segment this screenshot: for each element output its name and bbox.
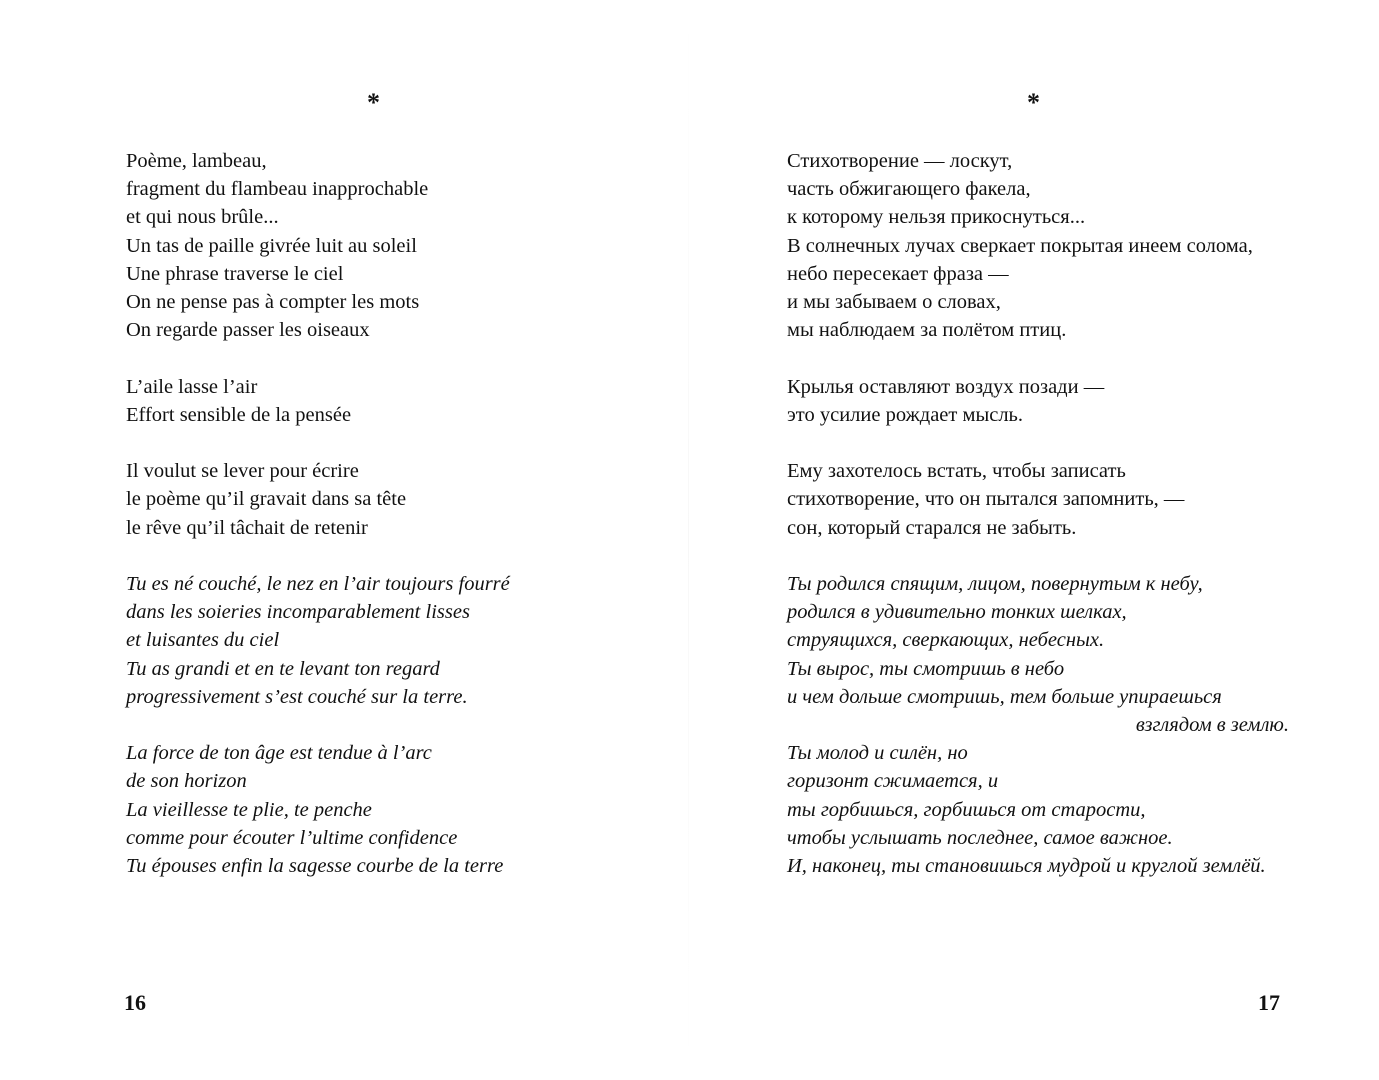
poem-line: Tu épouses enfin la sagesse courbe de la terre	[126, 855, 504, 878]
poem-line: ты горбишься, горбишься от старости,	[787, 798, 1146, 821]
poem-line: Une phrase traverse le ciel	[126, 262, 344, 285]
poem-line: le rêve qu’il tâchait de retenir	[126, 516, 368, 539]
poem-line: к которому нельзя прикоснуться...	[787, 206, 1086, 229]
poem-line: часть обжигающего факела,	[787, 178, 1031, 201]
stanza-2	[126, 373, 646, 429]
section-separator: *	[367, 88, 380, 117]
stanza-1	[126, 147, 646, 344]
poem-line: fragment du flambeau inapprochable	[126, 178, 429, 201]
poem-line: мы наблюдаем за полётом птиц.	[787, 319, 1067, 342]
stanza-5	[126, 739, 646, 880]
poem-line: Tu as grandi et en te levant ton regard	[126, 657, 440, 680]
poem-line: La force de ton âge est tendue à l’arc	[126, 742, 432, 765]
poem-line: Ты родился спящим, лицом, повернутым к небу,	[787, 573, 1203, 595]
poem-line: Стихотворение — лоскут,	[787, 150, 1013, 172]
poem-line: родился в удивительно тонких шелках,	[787, 601, 1127, 624]
poem-line: горизонт сжимается, и	[787, 770, 999, 793]
poem-line: et luisantes du ciel	[126, 629, 280, 652]
poem-line: Tu es né couché, le nez en l’air toujours fourré	[126, 573, 510, 595]
poem-line: Ему захотелось встать, чтобы записать	[787, 460, 1126, 483]
poem-line: Un tas de paille givrée luit au soleil	[126, 234, 417, 257]
stanza-4	[126, 570, 646, 711]
poem-line: чтобы услышать последнее, самое важное.	[787, 826, 1173, 849]
poem-line: On ne pense pas à compter les mots	[126, 291, 420, 314]
poem-line: La vieillesse te plie, te penche	[126, 798, 372, 821]
poem-line: le poème qu’il gravait dans sa tête	[126, 488, 407, 511]
poem-line: Poème, lambeau,	[126, 150, 267, 172]
right-page	[690, 0, 1379, 1080]
russian-poem	[787, 147, 1289, 908]
poem-line: L’aile lasse l’air	[126, 375, 258, 398]
poem-line: comme pour écouter l’ultime confidence	[126, 826, 458, 849]
poem-line: это усилие рождает мысль.	[787, 403, 1024, 426]
poem-line: В солнечных лучах сверкает покрытая инеем солома,	[787, 234, 1253, 257]
poem-line: небо пересекает фраза —	[787, 262, 1009, 285]
poem-line: dans les soieries incomparablement lisses	[126, 601, 470, 624]
french-poem	[126, 147, 646, 908]
poem-line: и чем дольше смотришь, тем больше упираешься	[787, 685, 1222, 708]
poem-line: сон, который старался не забыть.	[787, 516, 1077, 539]
poem-line: струящихся, сверкающих, небесных.	[787, 629, 1105, 652]
book-gutter	[688, 0, 689, 1080]
poem-line: de son horizon	[126, 770, 247, 793]
poem-line: Ты вырос, ты смотришь в небо	[787, 657, 1065, 680]
page-number: 17	[1258, 990, 1280, 1015]
poem-line: et qui nous brûle...	[126, 206, 279, 229]
stanza-3	[787, 457, 1289, 542]
stanza-3	[126, 457, 646, 542]
poem-line: и мы забываем о словах,	[787, 291, 1001, 314]
stanza-1	[787, 147, 1289, 344]
poem-line: Ты молод и силён, но	[787, 742, 968, 765]
poem-line: Крылья оставляют воздух позади —	[787, 375, 1105, 398]
poem-line: И, наконец, ты становишься мудрой и круглой землёй.	[787, 855, 1266, 878]
poem-line: Effort sensible de la pensée	[126, 403, 352, 426]
poem-line: взглядом в землю.	[1135, 714, 1289, 737]
section-separator: *	[1027, 88, 1040, 117]
poem-line: стихотворение, что он пытался запомнить, —	[787, 488, 1185, 511]
stanza-4	[787, 570, 1289, 880]
poem-line: progressivement s’est couché sur la terre.	[126, 685, 468, 708]
stanza-2	[787, 373, 1289, 429]
poem-line: On regarde passer les oiseaux	[126, 319, 370, 342]
poem-line: Il voulut se lever pour écrire	[126, 460, 359, 483]
page-number: 16	[124, 990, 146, 1015]
